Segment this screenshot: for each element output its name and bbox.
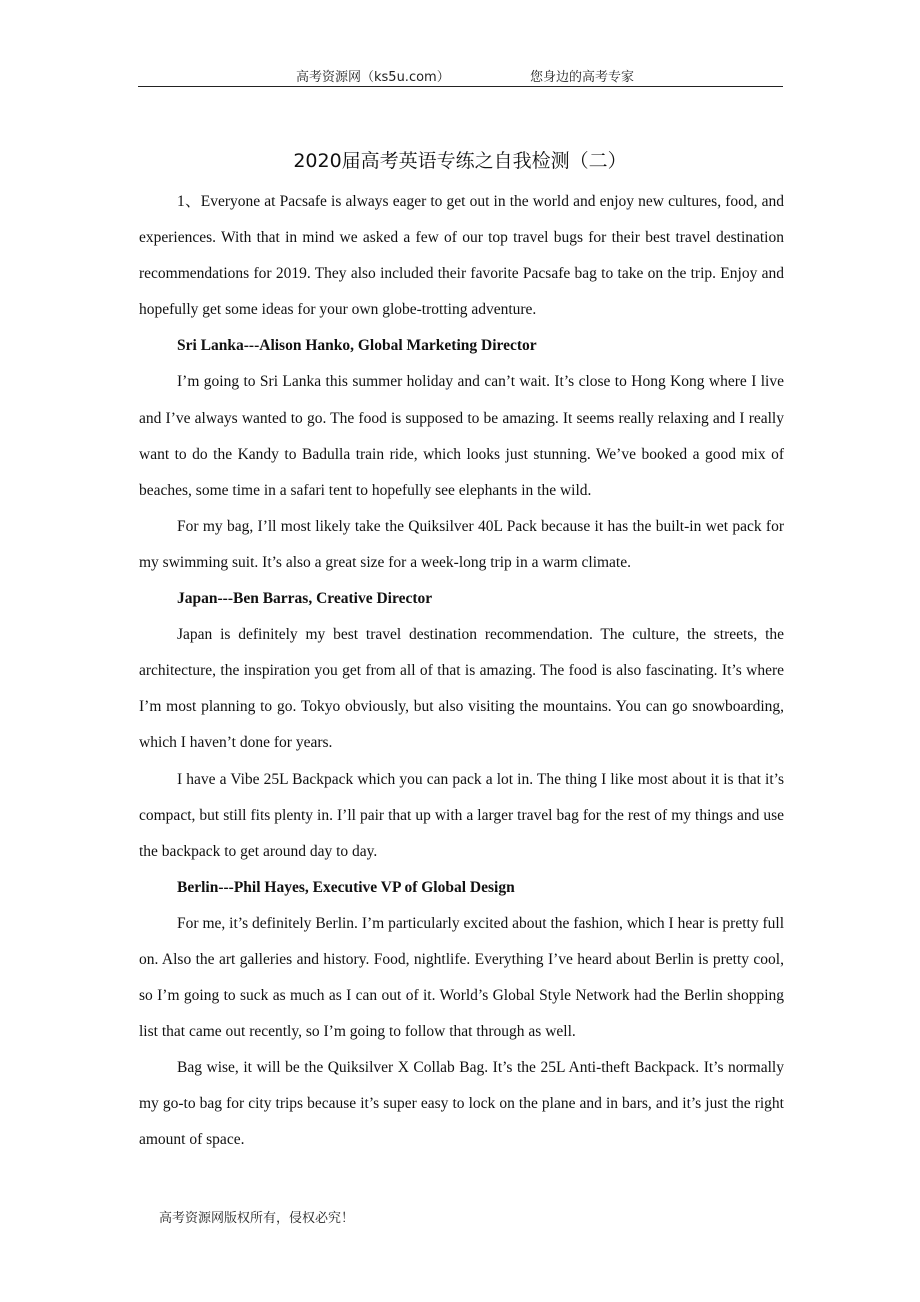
header-slogan: 您身边的高考专家 — [530, 70, 635, 85]
paragraph: Bag wise, it will be the Quiksilver X Collab Bag. It’s the 25L Anti-theft Backpack. It’s normally my go-to bag for city trips because it’s super easy to lock on the plane and in bars, and it’s just the right amount of space. — [139, 1059, 784, 1149]
page-header — [138, 64, 783, 87]
intro-paragraph: 1、Everyone at Pacsafe is always eager to get out in the world and enjoy new cultures, food, and experiences. With that in mind we asked a few of our top travel bugs for their best travel destination recommendations for 2019. They also included their favorite Pacsafe bag to take on the trip. Enjoy and hopefully get some ideas for your own globe-trotting adventure. — [139, 193, 784, 319]
paragraph: For me, it’s definitely Berlin. I’m particularly excited about the fashion, which I hear is pretty full on. Also the art galleries and history. Food, nightlife. Everything I’ve heard about Berlin is pretty cool, so I’m going to suck as much as I can out of it. World’s Global Style Network had the Berlin shopping list that came out recently, so I’m going to follow that through as well. — [139, 914, 784, 1041]
header-site-name: 高考资源网（ks5u.com） — [296, 70, 450, 85]
section-heading-sri-lanka: Sri Lanka---Alison Hanko, Global Marketing Director — [177, 337, 537, 355]
paragraph: I’m going to Sri Lanka this summer holiday and can’t wait. It’s close to Hong Kong where I live and I’ve always wanted to go. The food is supposed to be amazing. It seems really relaxing and I really want to do the Kandy to Badulla train ride, which looks just stunning. We’ve booked a good mix of beaches, some time in a safari tent to hopefully see elephants in the wild. — [139, 373, 784, 499]
page-title: 2020届高考英语专练之自我检测（二） — [293, 150, 627, 172]
section-heading-berlin: Berlin---Phil Hayes, Executive VP of Global Design — [177, 878, 515, 896]
passage — [139, 184, 784, 1159]
paragraph: For my bag, I’ll most likely take the Quiksilver 40L Pack because it has the built-in wet pack for my swimming suit. It’s also a great size for a week-long trip in a warm climate. — [139, 517, 784, 571]
section-heading-japan: Japan---Ben Barras, Creative Director — [177, 590, 433, 608]
paragraph: I have a Vibe 25L Backpack which you can pack a lot in. The thing I like most about it is that it’s compact, but still fits plenty in. I’ll pair that up with a larger travel bag for the rest of my things and use the backpack to get around day to day. — [139, 770, 784, 860]
page-footer: 高考资源网版权所有，侵权必究！ — [159, 1211, 355, 1226]
paragraph: Japan is definitely my best travel destination recommendation. The culture, the streets, the architecture, the inspiration you get from all of that is amazing. The food is also fascinating. It’s where I’m most planning to go. Tokyo obviously, but also visiting the mountains. You can go snowboarding, which I haven’t done for years. — [139, 626, 784, 752]
